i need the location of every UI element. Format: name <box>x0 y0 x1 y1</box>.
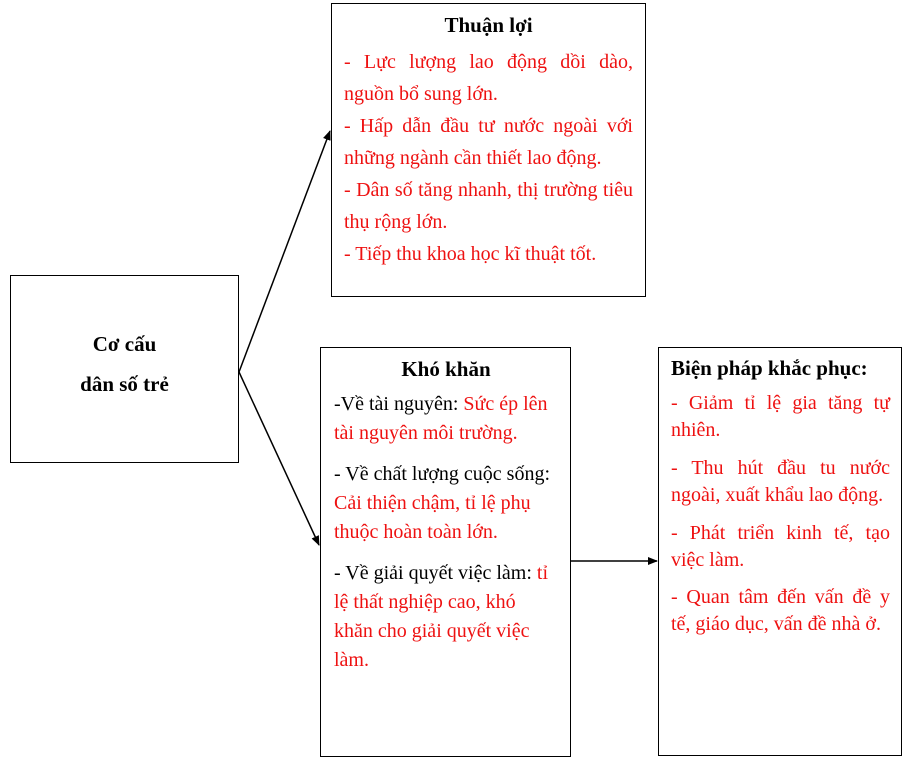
advantage-item: - Lực lượng lao động dồi dào, nguồn bổ sung lớn. <box>344 51 633 105</box>
difficulty-detail: Cải thiện chậm, tỉ lệ phụ thuộc hoàn toàn lớn. <box>334 492 531 543</box>
advantages-title: Thuận lợi <box>444 13 533 37</box>
advantage-item: - Tiếp thu khoa học kĩ thuật tốt. <box>344 243 597 265</box>
arrow-to-advantages <box>239 131 330 372</box>
difficulty-detail: tỉ lệ thất nghiệp cao, khó khăn cho giải quyết việc làm. <box>334 562 549 671</box>
difficulty-label: -Về tài nguyên: <box>334 393 464 415</box>
difficulty-label: - Về chất lượng cuộc sống: <box>334 463 550 485</box>
difficulty-item-employment <box>334 559 558 675</box>
young-population-structure-box <box>10 275 239 463</box>
arrow-to-difficulties <box>239 372 319 545</box>
solution-item: - Quan tâm đến vấn đề y tế, giáo dục, vấn đề nhà ở. <box>671 586 890 635</box>
difficulties-box <box>320 347 571 757</box>
solutions-title: Biện pháp khắc phục: <box>671 356 868 380</box>
solutions-box <box>658 347 902 756</box>
difficulty-label: - Về giải quyết việc làm: <box>334 562 537 584</box>
advantage-item: - Dân số tăng nhanh, thị trường tiêu thụ rộng lớn. <box>344 179 633 233</box>
main-title-line-2: dân số trẻ <box>80 372 169 396</box>
advantages-box <box>331 3 646 297</box>
solution-item: - Phát triển kinh tế, tạo việc làm. <box>671 522 890 571</box>
solution-item: - Giảm tỉ lệ gia tăng tự nhiên. <box>671 392 890 441</box>
main-title-line-1: Cơ cấu <box>92 332 157 356</box>
difficulty-item-resources <box>334 390 558 448</box>
difficulties-title: Khó khăn <box>401 357 491 381</box>
solution-item: - Thu hút đầu tu nước ngoài, xuất khẩu lao động. <box>671 457 890 506</box>
advantage-item: - Hấp dẫn đầu tư nước ngoài với những ngành cần thiết lao động. <box>344 115 633 169</box>
difficulty-item-living-quality <box>334 460 558 547</box>
difficulty-detail: Sức ép lên tài nguyên môi trường. <box>334 393 548 444</box>
